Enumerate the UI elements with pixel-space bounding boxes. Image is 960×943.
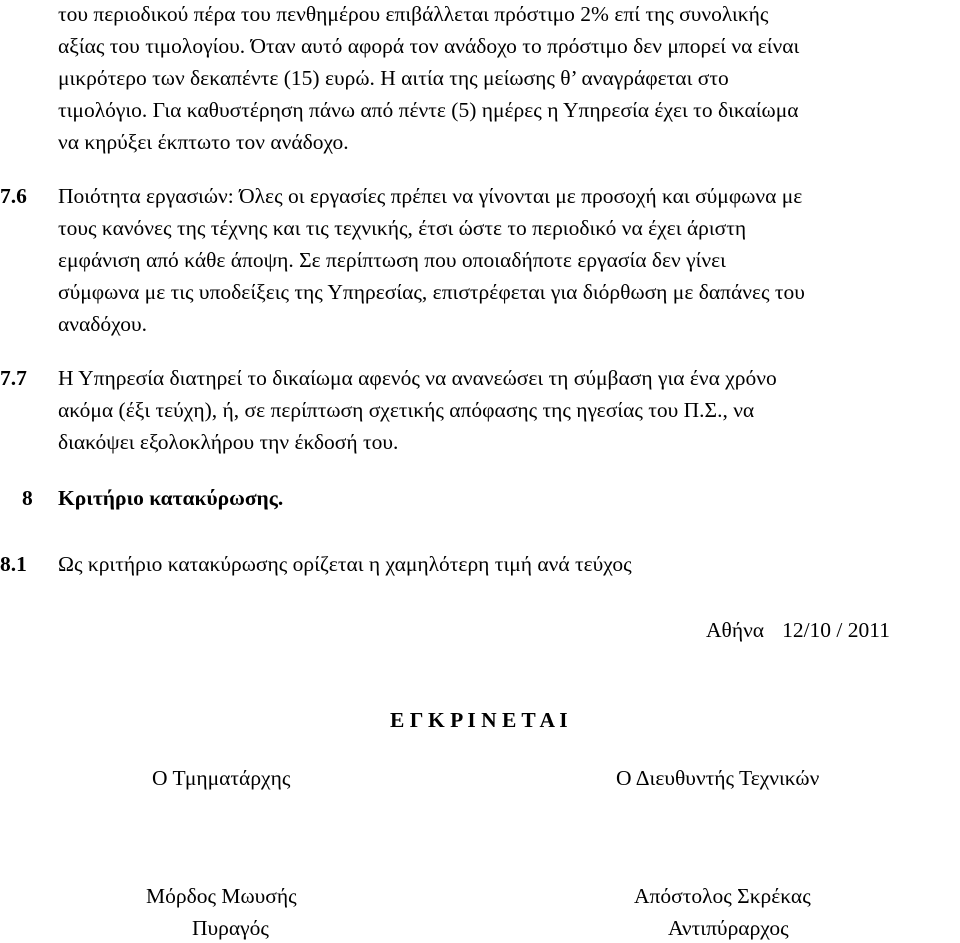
signature-name: Μόρδος Μωυσής bbox=[146, 884, 297, 908]
text-line: μικρότερο των δεκαπέντε (15) ευρώ. Η αιτία της μείωσης θ’ αναγράφεται στο bbox=[58, 66, 729, 90]
text-line: Ποιότητα εργασιών: Όλες οι εργασίες πρέπει να γίνονται με προσοχή και σύμφωνα με bbox=[58, 184, 803, 208]
text-line: του περιοδικού πέρα του πενθημέρου επιβάλλεται πρόστιμο 2% επί της συνολικής bbox=[58, 2, 769, 26]
section-number: 8 bbox=[22, 486, 33, 510]
place: Αθήνα bbox=[706, 618, 765, 642]
section-number: 8.1 bbox=[0, 552, 27, 576]
text-line: εμφάνιση από κάθε άποψη. Σε περίπτωση που οποιαδήποτε εργασία δεν γίνει bbox=[58, 248, 726, 272]
text-line: αναδόχου. bbox=[58, 312, 147, 336]
text-line: σύμφωνα με τις υποδείξεις της Υπηρεσίας, επιστρέφεται για διόρθωση με δαπάνες του bbox=[58, 280, 805, 304]
signature-role: Ο Διευθυντής Τεχνικών bbox=[616, 766, 820, 790]
section-title: Κριτήριο κατακύρωσης. bbox=[58, 486, 284, 510]
text-line: ακόμα (έξι τεύχη), ή, σε περίπτωση σχετικής απόφασης της ηγεσίας του Π.Σ., να bbox=[58, 398, 755, 422]
text-line: τους κανόνες της τέχνης και τις τεχνικής, έτσι ώστε το περιοδικό να έχει άριστη bbox=[58, 216, 747, 240]
signature-name: Απόστολος Σκρέκας bbox=[634, 884, 811, 908]
signature-rank: Πυραγός bbox=[192, 916, 269, 940]
date: 12/10 / 2011 bbox=[782, 618, 890, 642]
text-line: αξίας του τιμολογίου. Όταν αυτό αφορά τον ανάδοχο το πρόστιμο δεν μπορεί να είναι bbox=[58, 34, 800, 58]
approval-heading: Ε Γ Κ Ρ Ι Ν Ε Τ Α Ι bbox=[390, 708, 568, 732]
text-line: διακόψει εξολοκλήρου την έκδοσή του. bbox=[58, 430, 399, 454]
text-line: να κηρύξει έκπτωτο τον ανάδοχο. bbox=[58, 130, 349, 154]
place-date bbox=[706, 616, 890, 644]
text-line: Η Υπηρεσία διατηρεί το δικαίωμα αφενός να ανανεώσει τη σύμβαση για ένα χρόνο bbox=[58, 366, 777, 390]
text-line: Ως κριτήριο κατακύρωσης ορίζεται η χαμηλότερη τιμή ανά τεύχος bbox=[58, 552, 632, 576]
signature-role: Ο Τμηματάρχης bbox=[152, 766, 291, 790]
section-number: 7.7 bbox=[0, 366, 27, 390]
signature-rank: Αντιπύραρχος bbox=[668, 916, 789, 940]
text-line: τιμολόγιο. Για καθυστέρηση πάνω από πέντε (5) ημέρες η Υπηρεσία έχει το δικαίωμα bbox=[58, 98, 799, 122]
section-number: 7.6 bbox=[0, 184, 27, 208]
